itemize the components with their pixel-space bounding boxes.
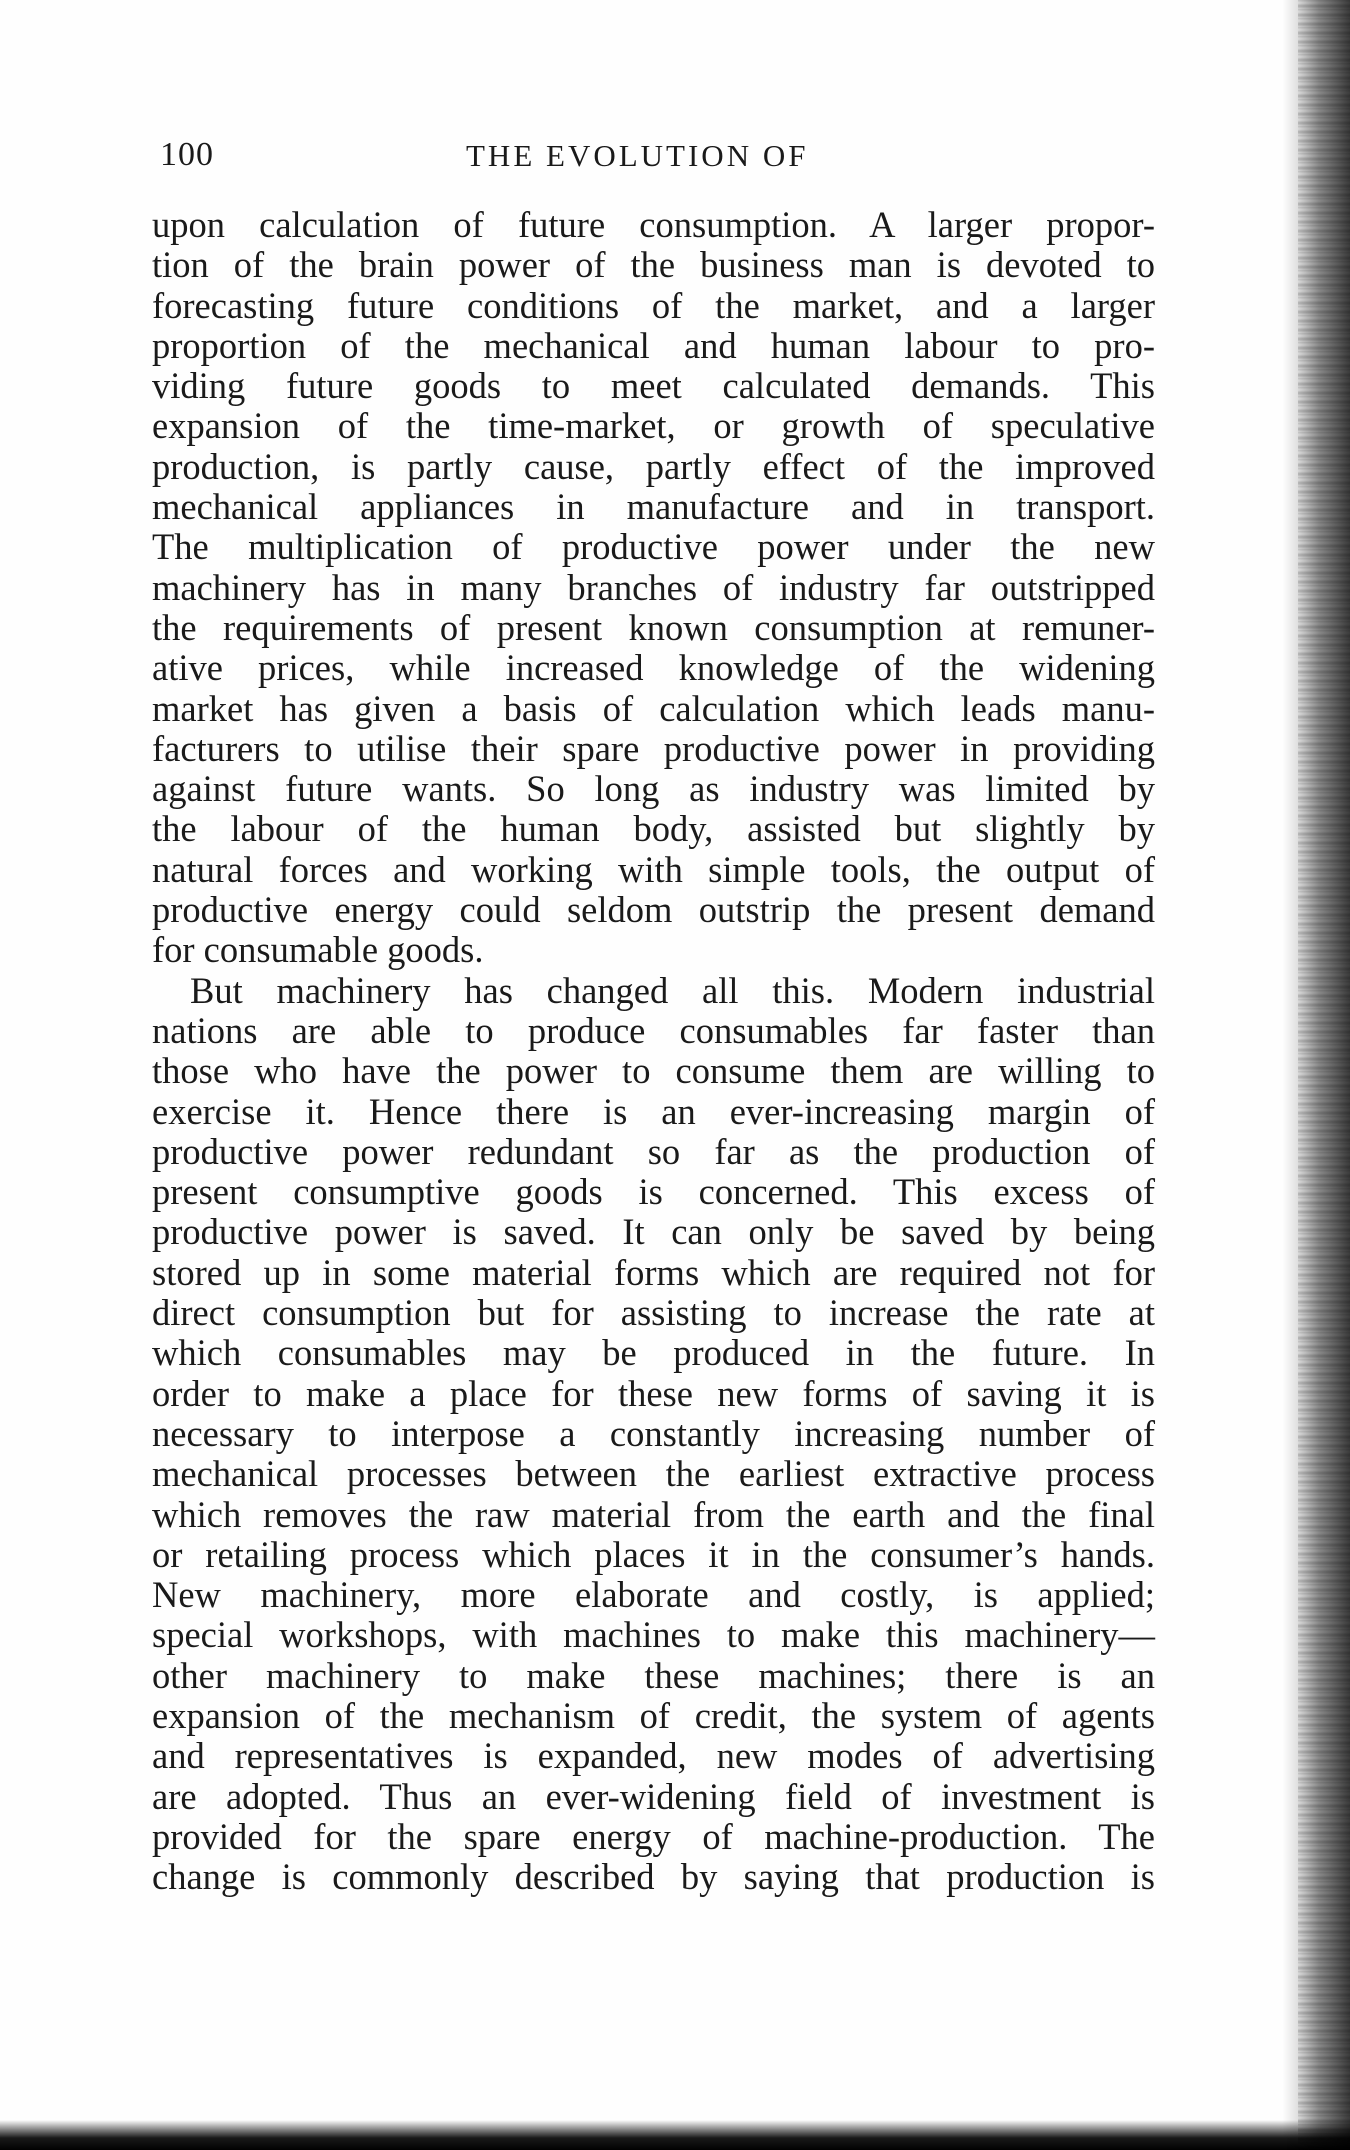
text-line: viding future goods to meet calculated demands. This — [152, 365, 1155, 407]
text-line: expansion of the mechanism of credit, the system of agents — [152, 1694, 1155, 1736]
text-line: the labour of the human body, assisted but slightly by — [152, 808, 1155, 850]
text-line: provided for the spare energy of machine-production. The — [152, 1815, 1155, 1857]
text-line: direct consumption but for assisting to increase the rate at — [152, 1292, 1155, 1334]
text-line: forecasting future conditions of the market, and a larger — [152, 284, 1155, 326]
text-line: other machinery to make these machines; there is an — [152, 1654, 1155, 1696]
binding-edge — [1298, 0, 1350, 2150]
paragraph-start-line: But machinery has changed all this. Modern industrial — [190, 969, 1155, 1011]
text-line: exercise it. Hence there is an ever-increasing margin of — [152, 1090, 1155, 1132]
body-text — [152, 205, 1155, 1897]
text-line: expansion of the time-market, or growth of speculative — [152, 405, 1155, 447]
text-line: stored up in some material forms which are required not for — [152, 1251, 1155, 1293]
text-line: The multiplication of productive power under the new — [152, 526, 1155, 568]
page-bottom-edge — [0, 2120, 1350, 2150]
text-line: mechanical appliances in manufacture and in transport. — [152, 486, 1155, 528]
running-title: THE EVOLUTION OF — [466, 138, 809, 173]
text-line: which removes the raw material from the earth and the final — [152, 1493, 1155, 1535]
text-line: natural forces and working with simple tools, the output of — [152, 848, 1155, 890]
text-line: ative prices, while increased knowledge of the widening — [152, 647, 1155, 689]
text-line: present consumptive goods is concerned. This excess of — [152, 1171, 1155, 1213]
text-line: productive power redundant so far as the production of — [152, 1130, 1155, 1172]
text-line: New machinery, more elaborate and costly, is applied; — [152, 1574, 1155, 1616]
text-line: and representatives is expanded, new modes of advertising — [152, 1735, 1155, 1777]
text-line: special workshops, with machines to make this machinery— — [152, 1614, 1155, 1656]
text-line: upon calculation of future consumption. A larger propor- — [152, 204, 1155, 245]
text-line: productive power is saved. It can only be saved by being — [152, 1211, 1155, 1253]
text-line: necessary to interpose a constantly increasing number of — [152, 1412, 1155, 1454]
text-line: facturers to utilise their spare productive power in providing — [152, 727, 1155, 769]
text-line: machinery has in many branches of industry far outstripped — [152, 566, 1155, 608]
text-line: those who have the power to consume them are willing to — [152, 1050, 1155, 1092]
text-line: against future wants. So long as industry was limited by — [152, 768, 1155, 810]
text-line: order to make a place for these new forms of saving it is — [152, 1372, 1155, 1414]
text-line: or retailing process which places it in the consumer’s hands. — [152, 1533, 1155, 1575]
text-line: production, is partly cause, partly effect of the improved — [152, 445, 1155, 487]
text-line: mechanical processes between the earliest extractive process — [152, 1453, 1155, 1495]
text-line: market has given a basis of calculation which leads manu- — [152, 687, 1155, 729]
running-head — [160, 136, 1160, 180]
text-line: tion of the brain power of the business man is devoted to — [152, 244, 1155, 286]
text-line: productive energy could seldom outstrip the present demand — [152, 889, 1155, 931]
text-line: the requirements of present known consumption at remuner- — [152, 606, 1155, 648]
binding-shadow — [1282, 0, 1298, 2150]
text-line: proportion of the mechanical and human labour to pro- — [152, 324, 1155, 366]
text-line: which consumables may be produced in the future. In — [152, 1332, 1155, 1374]
text-line: are adopted. Thus an ever-widening field of investment is — [152, 1775, 1155, 1817]
text-line: change is commonly described by saying that production is — [152, 1856, 1155, 1898]
paragraph-end-line: for consumable goods. — [152, 929, 484, 971]
page-number: 100 — [160, 136, 214, 173]
text-line: nations are able to produce consumables far faster than — [152, 1009, 1155, 1051]
